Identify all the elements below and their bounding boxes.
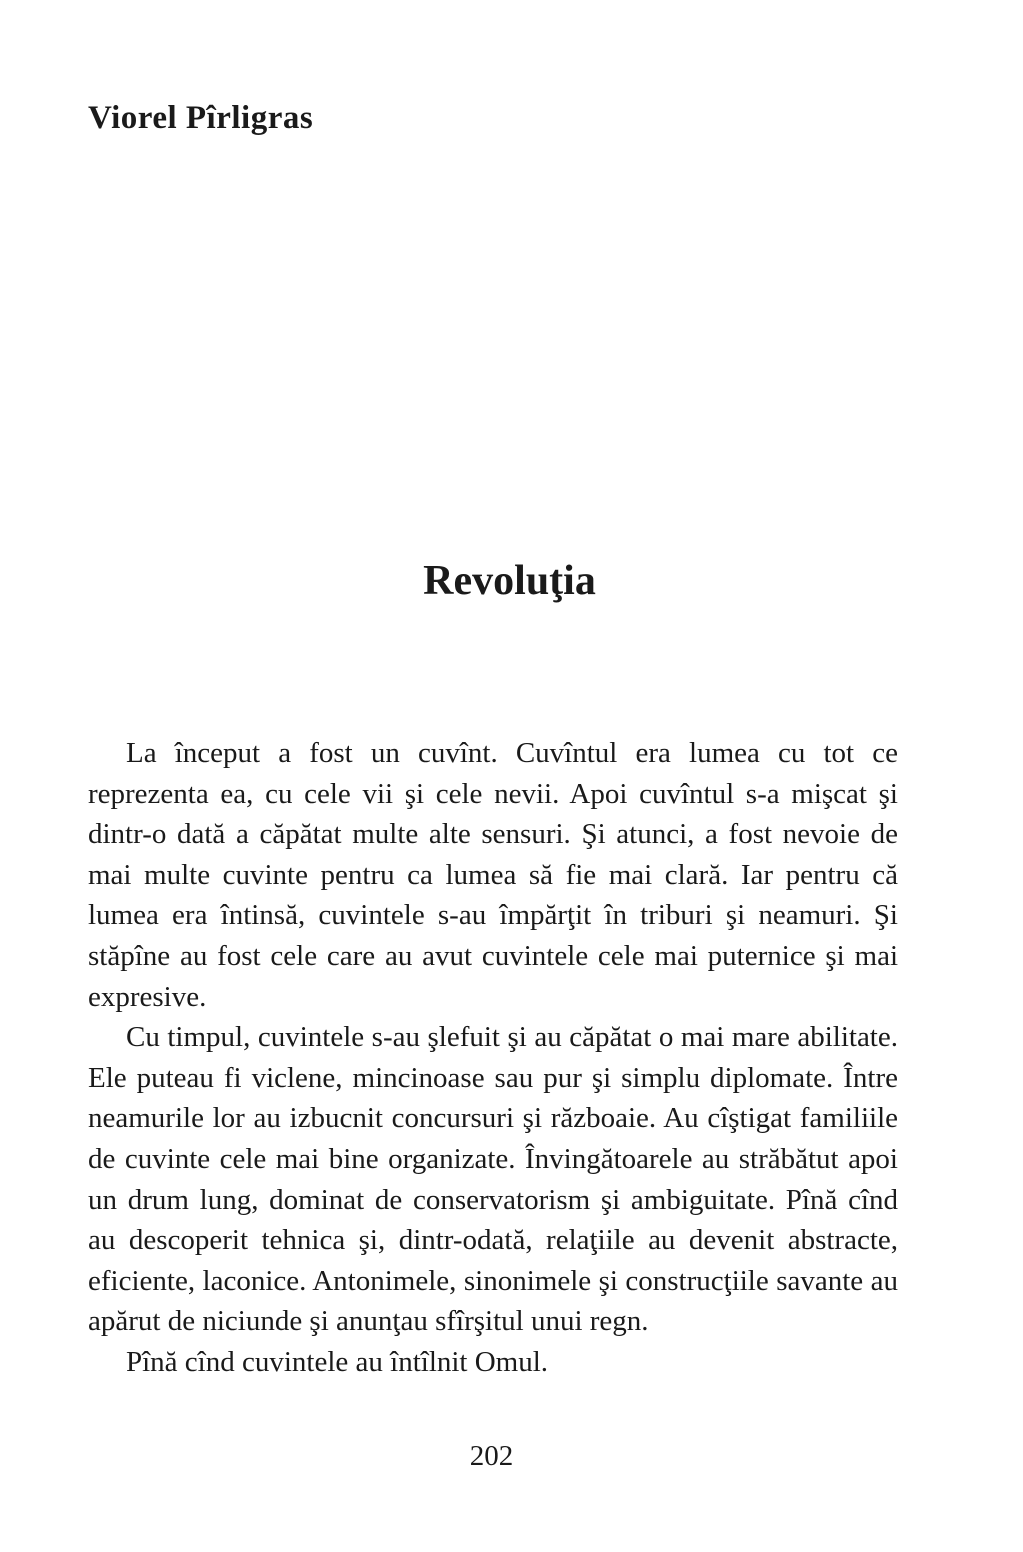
running-header-author: Viorel Pîrligras [88,100,314,136]
page-number: 202 [469,1440,514,1472]
paragraph: Cu timpul, cuvintele s-au şlefuit şi au căpătat o mai mare abilitate. Ele puteau fi viclene, mincinoase sau pur şi simplu diplomate. Între neamurile lor au izbucnit concursuri şi războaie. Au cîştigat familiile de cuvinte cele mai bine organizate. Învingătoarele au străbătut apoi un drum lung, dominat de conservatorism şi ambiguitate. Pînă cînd au descoperit tehnica şi, dintr-odată, relaţiile au devenit abstracte, eficiente, laconice. Antonimele, sinonimele şi construcţiile savante au apărut de niciunde şi anunţau sfîrşitul unui regn. [88,1021,898,1338]
chapter-title: Revoluţia [423,558,596,604]
page-number-container [0,1442,1023,1471]
body-text [88,733,898,1383]
chapter-title-container [0,560,1023,602]
paragraph: Pînă cînd cuvintele au întîlnit Omul. [126,1345,549,1378]
paragraph: La început a fost un cuvînt. Cuvîntul era lumea cu tot ce reprezenta ea, cu cele vii şi cele nevii. Apoi cuvîntul s-a mişcat şi dintr-o dată a căpătat multe alte sensuri. Şi atunci, a fost nevoie de mai multe cuvinte pentru ca lumea să fie mai clară. Iar pentru că lumea era întinsă, cuvintele s-au împărţit în triburi şi neamuri. Şi stăpîne au fost cele care au avut cuvintele cele mai puternice şi mai expresive. [88,737,898,1013]
